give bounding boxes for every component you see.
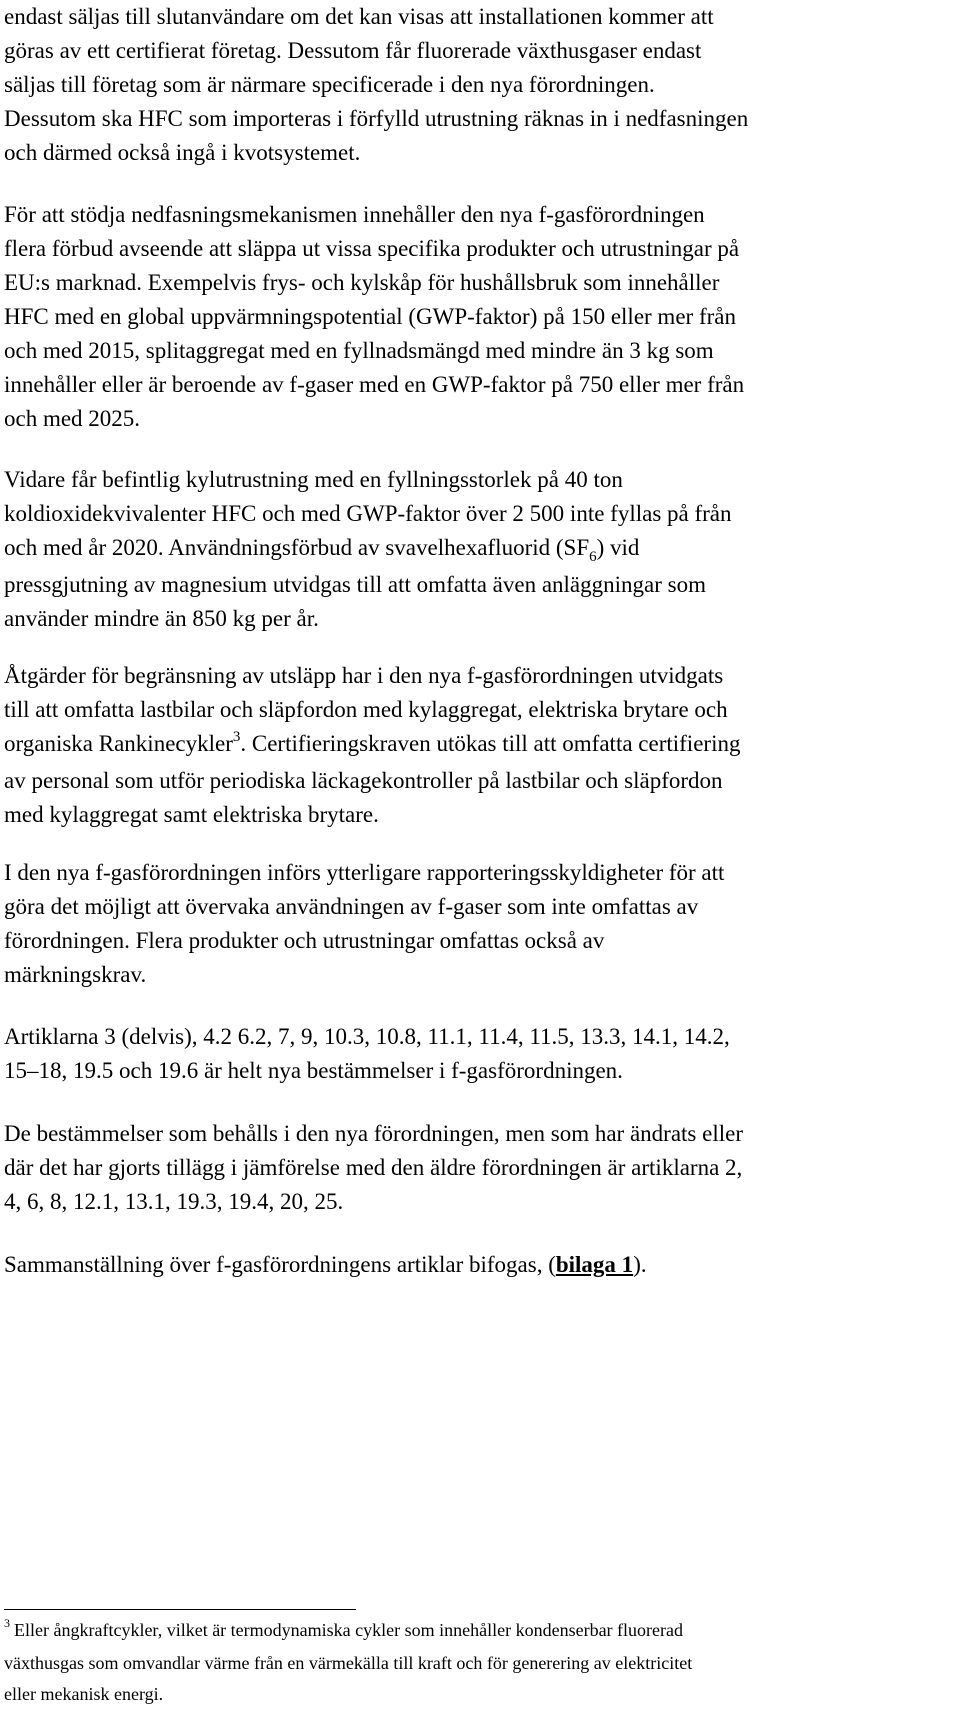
text-line: av personal som utför periodiska läckagekontroller på lastbilar och släpfordon: [4, 768, 723, 793]
paragraph-8: [4, 1248, 956, 1282]
footnote-separator: [4, 1609, 356, 1610]
paragraph-7: [4, 1117, 956, 1219]
text-line: De bestämmelser som behålls i den nya förordningen, men som har ändrats eller: [4, 1121, 743, 1146]
paragraph-2: [4, 198, 956, 436]
text-line: förordningen. Flera produkter och utrustningar omfattas också av: [4, 928, 605, 953]
text-line: och med 2025.: [4, 406, 141, 431]
text-segment: Eller ångkraftcykler, vilket är termodynamiska cykler som innehåller kondenserbar fluorerad: [14, 1620, 684, 1640]
text-line: [4, 531, 956, 568]
text-line: och därmed också ingå i kvotsystemet.: [4, 140, 361, 165]
footnote-reference[interactable]: 3: [232, 729, 241, 745]
subscript: 6: [589, 549, 597, 565]
footnote-line: [4, 1615, 956, 1648]
text-line: [4, 1248, 956, 1282]
text-line: till att omfatta lastbilar och släpfordon med kylaggregat, elektriska brytare och: [4, 697, 728, 722]
text-line: och med 2015, splitaggregat med en fyllnadsmängd med mindre än 3 kg som: [4, 338, 714, 363]
text-segment: Sammanställning över f-gasförordningens artiklar bifogas, (: [4, 1252, 556, 1277]
text-line: I den nya f-gasförordningen införs ytterligare rapporteringsskyldigheter för att: [4, 860, 725, 885]
text-line: säljas till företag som är närmare specificerade i den nya förordningen.: [4, 72, 655, 97]
text-line: HFC med en global uppvärmningspotential (GWP-faktor) på 150 eller mer från: [4, 304, 736, 329]
text-line: göra det möjligt att övervaka användningen av f-gaser som inte omfattas av: [4, 894, 699, 919]
text-segment: . Certifieringskraven utökas till att omfatta certifiering: [240, 731, 741, 756]
text-segment: ).: [633, 1252, 647, 1277]
text-line: använder mindre än 850 kg per år.: [4, 606, 319, 631]
text-line: flera förbud avseende att släppa ut vissa specifika produkter och utrustningar på: [4, 236, 740, 261]
text-line: För att stödja nedfasningsmekanismen innehåller den nya f-gasförordningen: [4, 202, 705, 227]
footnote: [4, 1615, 956, 1710]
paragraph-5: [4, 856, 956, 992]
text-line: EU:s marknad. Exempelvis frys- och kylskåp för hushållsbruk som innehåller: [4, 270, 720, 295]
text-line: märkningskrav.: [4, 962, 147, 987]
footnote-line: växthusgas som omvandlar värme från en värmekälla till kraft och för generering av elektricitet: [4, 1653, 693, 1673]
text-line: Artiklarna 3 (delvis), 4.2 6.2, 7, 9, 10.3, 10.8, 11.1, 11.4, 11.5, 13.3, 14.1, 14.2,: [4, 1024, 730, 1049]
text-line: innehåller eller är beroende av f-gaser med en GWP-faktor på 750 eller mer från: [4, 372, 745, 397]
text-line: 4, 6, 8, 12.1, 13.1, 19.3, 19.4, 20, 25.: [4, 1189, 344, 1214]
paragraph-6: [4, 1020, 956, 1088]
paragraph-1: [4, 0, 956, 170]
text-segment: ) vid: [596, 535, 640, 560]
text-line: Åtgärder för begränsning av utsläpp har i den nya f-gasförordningen utvidgats: [4, 663, 724, 688]
text-line: göras av ett certifierat företag. Dessutom får fluorerade växthusgaser endast: [4, 38, 702, 63]
text-segment: och med år 2020. Användningsförbud av svavelhexafluorid (SF: [4, 535, 590, 560]
text-segment: organiska Rankinecykler: [4, 731, 233, 756]
text-line: endast säljas till slutanvändare om det kan visas att installationen kommer att: [4, 4, 714, 29]
paragraph-3: [4, 463, 956, 636]
text-line: där det har gjorts tillägg i jämförelse med den äldre förordningen är artiklarna 2,: [4, 1155, 743, 1180]
text-line: med kylaggregat samt elektriska brytare.: [4, 802, 379, 827]
text-line: 15–18, 19.5 och 19.6 är helt nya bestämmelser i f-gasförordningen.: [4, 1058, 623, 1083]
text-line: Vidare får befintlig kylutrustning med en fyllningsstorlek på 40 ton: [4, 467, 623, 492]
footnote-line: eller mekanisk energi.: [4, 1684, 164, 1704]
appendix-link[interactable]: bilaga 1: [555, 1252, 634, 1277]
text-line: pressgjutning av magnesium utvidgas till att omfatta även anläggningar som: [4, 572, 706, 597]
footnote-number: 3: [4, 1616, 10, 1630]
text-line: koldioxidekvivalenter HFC och med GWP-faktor över 2 500 inte fyllas på från: [4, 501, 732, 526]
paragraph-4: [4, 659, 956, 832]
text-line: Dessutom ska HFC som importeras i förfylld utrustning räknas in i nedfasningen: [4, 106, 749, 131]
text-line: [4, 727, 956, 764]
